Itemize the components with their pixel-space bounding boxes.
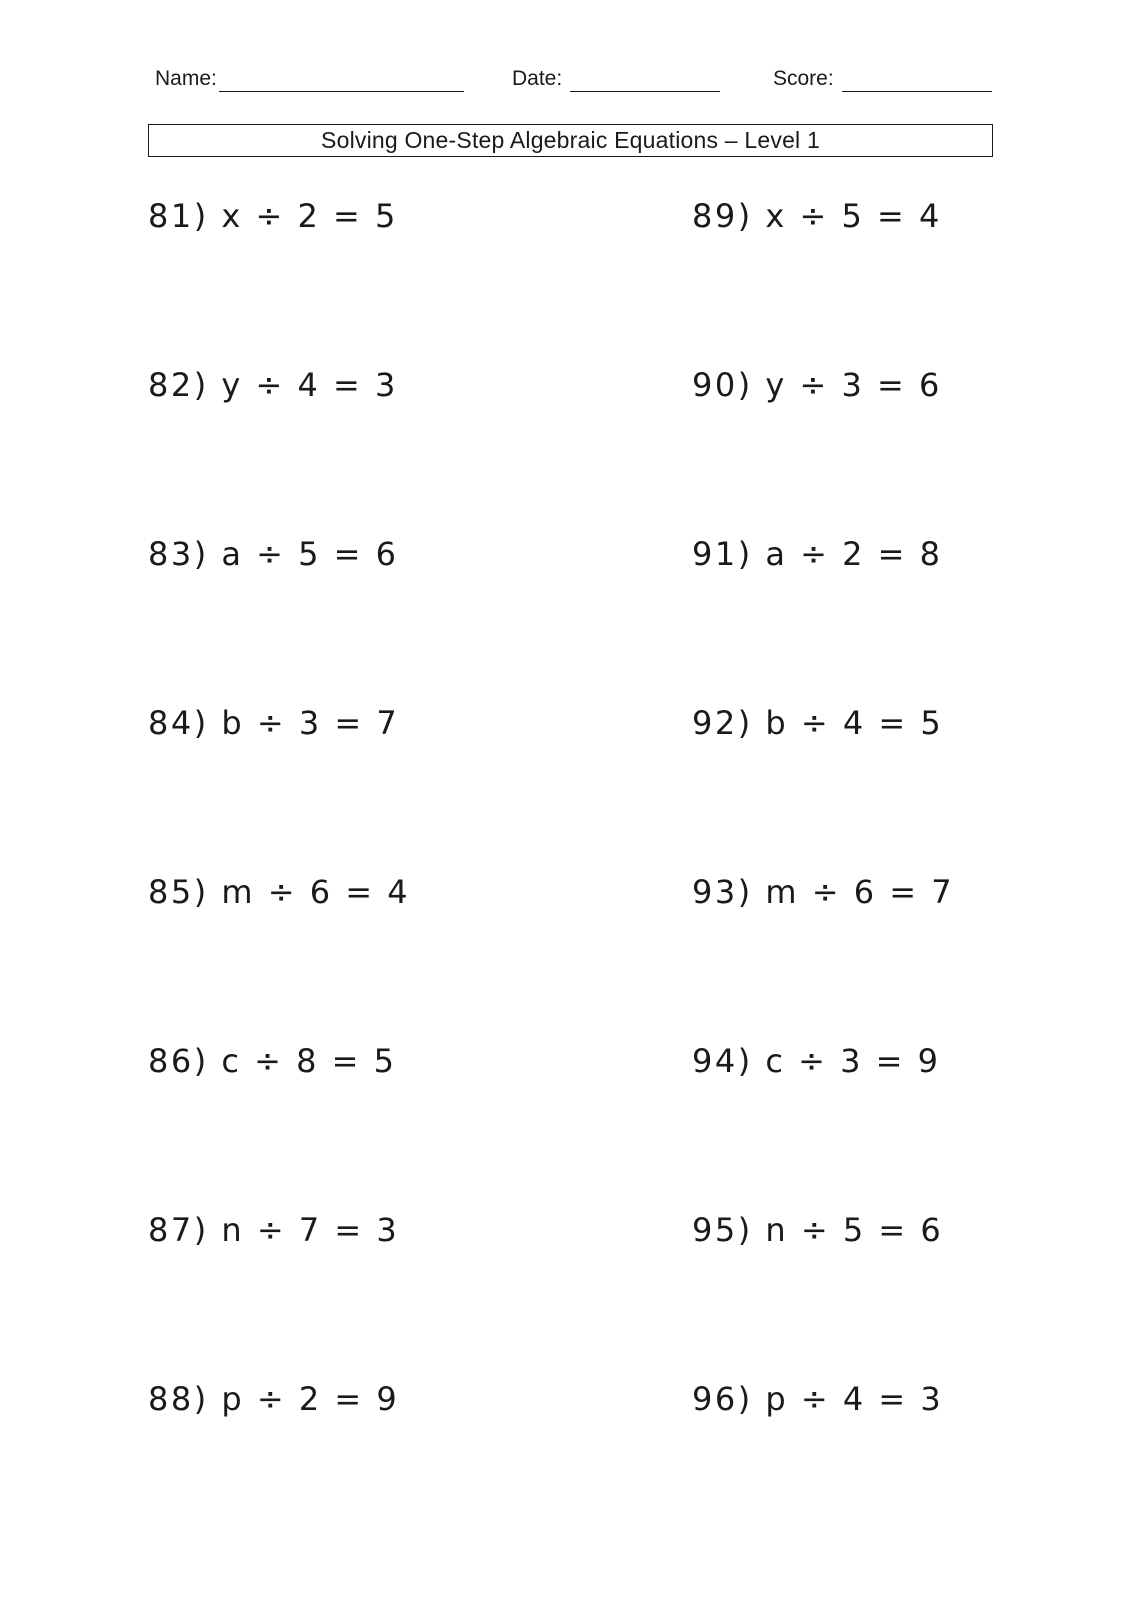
name-field[interactable]: [155, 66, 464, 92]
worksheet-header: [155, 66, 1000, 96]
problem-item: 91) a ÷ 2 = 8: [692, 535, 943, 573]
score-field[interactable]: [773, 66, 992, 92]
problem-item: 87) n ÷ 7 = 3: [148, 1211, 400, 1249]
problem-item: 88) p ÷ 2 = 9: [148, 1380, 400, 1418]
problem-item: 96) p ÷ 4 = 3: [692, 1380, 944, 1418]
problem-item: 84) b ÷ 3 = 7: [148, 704, 400, 742]
score-blank-line[interactable]: [842, 71, 992, 92]
worksheet-title: Solving One-Step Algebraic Equations – Level 1: [321, 127, 820, 153]
problem-item: 95) n ÷ 5 = 6: [692, 1211, 944, 1249]
date-blank-line[interactable]: [570, 71, 720, 92]
problem-item: 83) a ÷ 5 = 6: [148, 535, 399, 573]
problem-item: 86) c ÷ 8 = 5: [148, 1042, 397, 1080]
problem-item: 92) b ÷ 4 = 5: [692, 704, 944, 742]
problem-item: 94) c ÷ 3 = 9: [692, 1042, 941, 1080]
date-label: Date:: [512, 67, 563, 90]
worksheet-title-box: [148, 124, 993, 157]
problem-item: 89) x ÷ 5 = 4: [692, 197, 942, 235]
problem-item: 90) y ÷ 3 = 6: [692, 366, 942, 404]
problems-grid: [148, 196, 993, 1556]
name-label: Name:: [155, 67, 217, 90]
problem-item: 82) y ÷ 4 = 3: [148, 366, 398, 404]
score-label: Score:: [773, 67, 834, 90]
problem-item: 85) m ÷ 6 = 4: [148, 873, 411, 911]
date-field[interactable]: [512, 66, 720, 92]
name-blank-line[interactable]: [219, 71, 464, 92]
problem-item: 93) m ÷ 6 = 7: [692, 873, 955, 911]
problem-item: 81) x ÷ 2 = 5: [148, 197, 398, 235]
